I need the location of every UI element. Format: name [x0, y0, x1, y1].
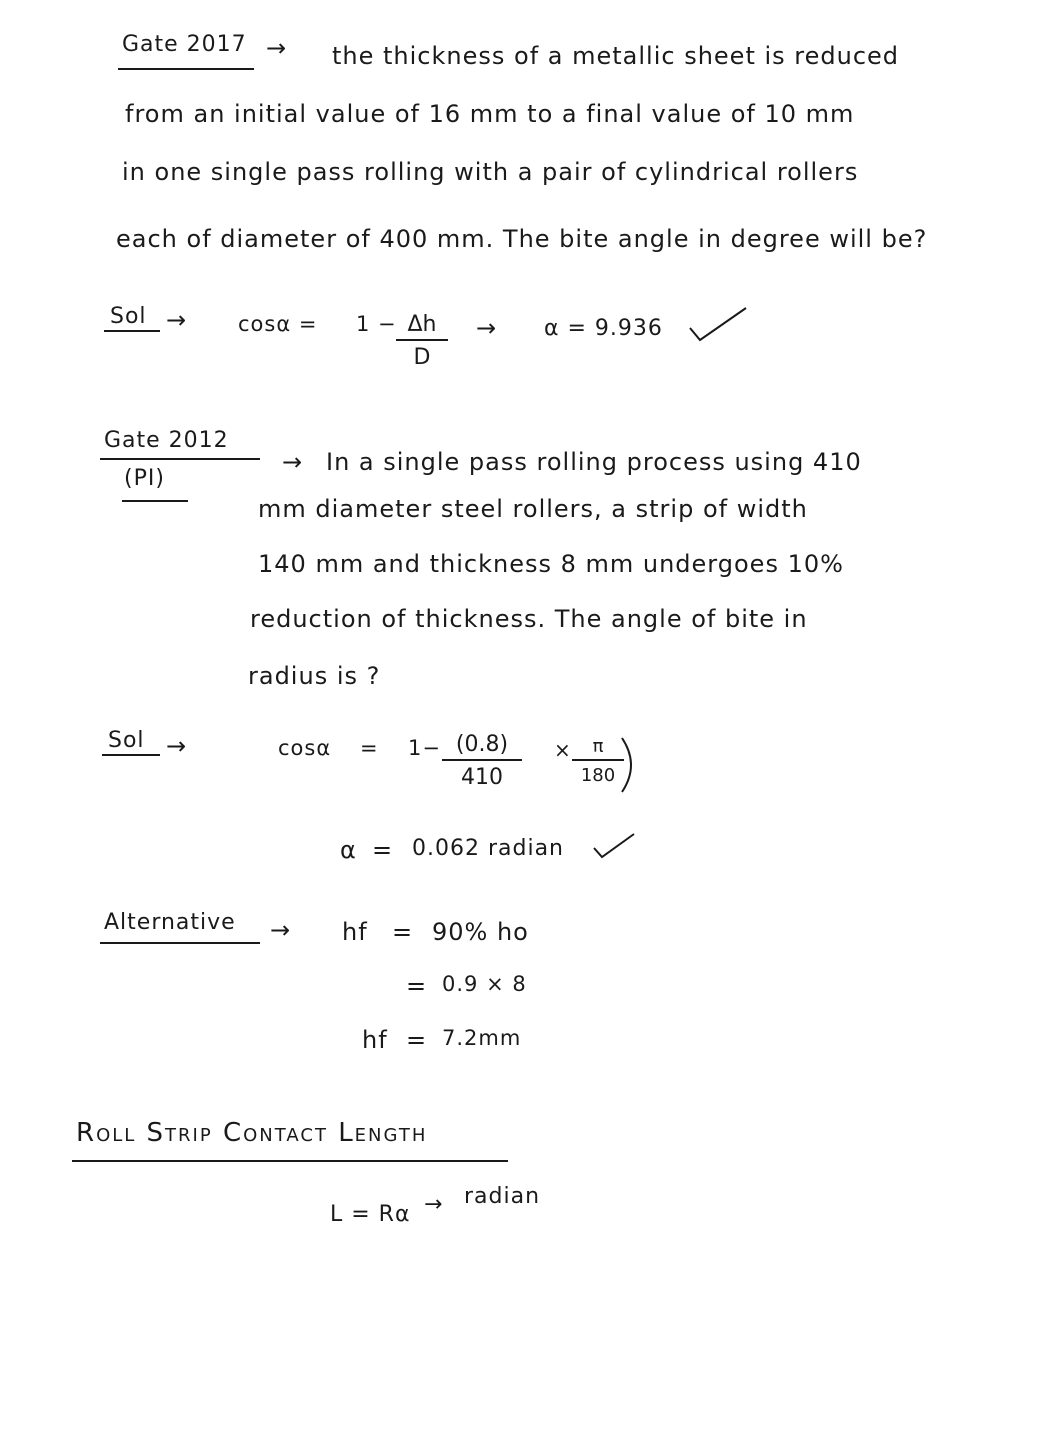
section-formula-note: radian	[464, 1184, 541, 1209]
q2-eq: =	[360, 736, 379, 760]
q2-sol-label: Sol	[108, 728, 145, 753]
q2-sub-label: (PI)	[124, 466, 165, 491]
q1-label-underline	[118, 68, 254, 70]
q2-frac-num: (0.8)	[442, 732, 522, 761]
q1-result-arrow: →	[476, 314, 498, 342]
checkmark-icon	[592, 830, 636, 860]
q2-line-5: radius is ?	[248, 662, 381, 690]
q2-alt-2-eq: =	[406, 972, 428, 1000]
q2-sol-arrow: →	[166, 732, 188, 760]
q1-line-2: from an initial value of 16 mm to a final value of 10 mm	[125, 100, 855, 128]
q2-line-2: mm diameter steel rollers, a strip of width	[258, 495, 808, 523]
q2-label: Gate 2012	[104, 428, 229, 453]
q2-alt-arrow: →	[270, 916, 292, 944]
q2-alt-3-rhs: 7.2mm	[442, 1026, 522, 1050]
q2-conv-num: π	[572, 736, 624, 761]
q1-line-1: the thickness of a metallic sheet is reduced	[332, 42, 900, 70]
section-formula: L = Rα	[330, 1202, 411, 1227]
section-title-underline	[72, 1160, 508, 1162]
q2-alt-3-lhs: hf	[362, 1026, 388, 1054]
q1-label: Gate 2017	[122, 32, 247, 57]
q2-conversion	[572, 736, 624, 786]
closing-paren-icon	[618, 736, 642, 794]
q1-line-4: each of diameter of 400 mm. The bite angle in degree will be?	[116, 225, 928, 253]
q2-label-underline	[100, 458, 260, 460]
q2-line-1: In a single pass rolling process using 410	[326, 448, 862, 476]
q2-arrow: →	[282, 448, 304, 476]
q2-alpha-lhs: α	[340, 836, 357, 864]
q1-frac-num: Δh	[396, 312, 448, 341]
q2-alt-3-eq: =	[406, 1026, 428, 1054]
q1-cos-one: 1 −	[356, 312, 397, 336]
section-formula-arrow: →	[424, 1192, 444, 1217]
q2-line-3: 140 mm and thickness 8 mm undergoes 10%	[258, 550, 844, 578]
q2-alt-1-lhs: hf	[342, 918, 368, 946]
q2-times: ×	[554, 738, 572, 762]
q1-arrow: →	[266, 34, 288, 62]
q2-line-4: reduction of thickness. The angle of bite in	[250, 605, 808, 633]
q2-sub-label-underline	[122, 500, 188, 502]
q2-alt-underline	[100, 942, 260, 944]
q2-alpha-val: 0.062 radian	[412, 836, 565, 861]
q2-cos-lhs: cosα	[278, 736, 332, 760]
q1-fraction	[396, 312, 448, 370]
q1-result: α = 9.936	[544, 316, 663, 341]
checkmark-icon	[688, 302, 750, 344]
q1-sol-label: Sol	[110, 304, 147, 329]
q2-conv-den: 180	[580, 765, 616, 786]
q1-sol-underline	[104, 330, 160, 332]
q1-frac-den: D	[413, 345, 431, 370]
q2-alt-label: Alternative	[104, 910, 236, 935]
q1-sol-arrow: →	[166, 306, 188, 334]
q2-sol-underline	[102, 754, 160, 756]
section-title: Roll Strip Contact Length	[76, 1118, 428, 1148]
q2-alt-2-rhs: 0.9 × 8	[442, 972, 527, 996]
q2-frac-den: 410	[461, 765, 503, 790]
q2-alt-1-rhs: 90% ho	[432, 918, 529, 946]
q2-alpha-eq: =	[372, 836, 394, 864]
q1-cos-lhs: cosα =	[238, 312, 318, 336]
q2-one: 1−	[408, 736, 441, 760]
q1-line-3: in one single pass rolling with a pair of cylindrical rollers	[122, 158, 859, 186]
q2-fraction	[442, 732, 522, 790]
q2-alt-1-eq: =	[392, 918, 414, 946]
